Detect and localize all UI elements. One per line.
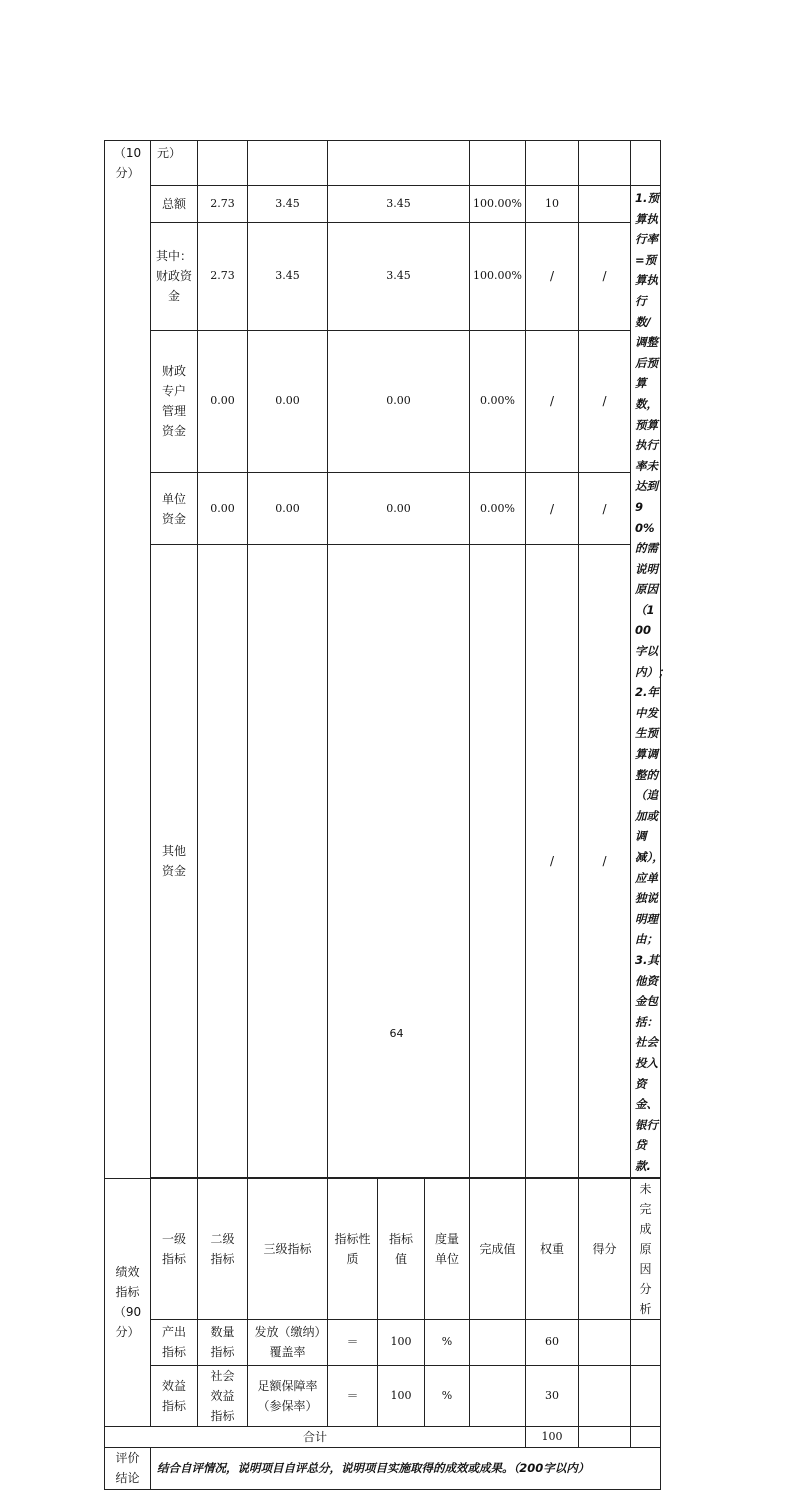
col-header-score: 得分 (579, 1178, 631, 1319)
execution-rate-cell: 0.00% (470, 473, 526, 544)
col-header-reason: 未完成原因分析 (631, 1178, 661, 1319)
indicator-level3: 足额保障率（参保率） (248, 1365, 328, 1426)
score-cell: / (579, 223, 631, 330)
indicator-nature: ＝ (328, 1365, 378, 1426)
weight-cell: / (526, 473, 579, 544)
weight-cell: / (526, 330, 579, 473)
unit-continuation-cell: 元） (151, 141, 198, 186)
budget-value-cell: 0.00 (328, 473, 470, 544)
budget-value-cell: 3.45 (248, 223, 328, 330)
col-header-level1: 一级指标 (151, 1178, 198, 1319)
budget-value-cell: 2.73 (198, 223, 248, 330)
indicator-reason (631, 1319, 661, 1365)
score-cell: / (579, 473, 631, 544)
budget-score-header: （10分） (105, 141, 151, 1179)
performance-evaluation-table (104, 140, 670, 1490)
indicator-value: 100 (378, 1365, 425, 1426)
indicator-level2: 社会效益指标 (198, 1365, 248, 1426)
indicator-score (579, 1365, 631, 1426)
budget-row-label: 其他资金 (151, 544, 198, 1177)
indicator-level2: 数量指标 (198, 1319, 248, 1365)
score-cell: / (579, 330, 631, 473)
budget-value-cell: 0.00 (248, 330, 328, 473)
budget-value-cell: 3.45 (328, 223, 470, 330)
budget-row-label: 总额 (151, 186, 198, 223)
budget-value-cell: 0.00 (198, 473, 248, 544)
col-header-weight: 权重 (526, 1178, 579, 1319)
execution-rate-cell: 0.00% (470, 330, 526, 473)
indicator-unit: % (425, 1365, 470, 1426)
indicator-nature: ＝ (328, 1319, 378, 1365)
indicator-done (470, 1365, 526, 1426)
col-header-nature: 指标性质 (328, 1178, 378, 1319)
budget-value-cell: 2.73 (198, 186, 248, 223)
col-header-unit: 度量单位 (425, 1178, 470, 1319)
indicator-weight: 30 (526, 1365, 579, 1426)
budget-row-label: 单位资金 (151, 473, 198, 544)
conclusion-label: 评价结论 (105, 1447, 151, 1489)
weight-cell: 10 (526, 186, 579, 223)
total-label: 合计 (105, 1426, 526, 1447)
execution-rate-cell: 100.00% (470, 186, 526, 223)
budget-value-cell: 3.45 (248, 186, 328, 223)
score-cell: / (579, 544, 631, 1177)
indicator-done (470, 1319, 526, 1365)
indicator-reason (631, 1365, 661, 1426)
indicator-score (579, 1319, 631, 1365)
budget-value-cell: 0.00 (248, 473, 328, 544)
indicator-unit: % (425, 1319, 470, 1365)
col-header-level3: 三级指标 (248, 1178, 328, 1319)
budget-note: 1.预算执行率=预算执行数/调整后预算数，预算执行率未达到90%的需说明原因（100字以内）；2.年中发生预算调整的（追加或调减），应单独说明理由；3.其他资金包括：社会投入资金、银行贷款. (631, 186, 661, 1178)
indicator-weight: 60 (526, 1319, 579, 1365)
budget-value-cell: 3.45 (328, 186, 470, 223)
col-header-level2: 二级指标 (198, 1178, 248, 1319)
col-header-done: 完成值 (470, 1178, 526, 1319)
col-header-value: 指标值 (378, 1178, 425, 1319)
weight-cell: / (526, 544, 579, 1177)
performance-section-label: 绩效指标（90分） (105, 1178, 151, 1426)
budget-row-label: 其中：财政资金 (151, 223, 198, 330)
conclusion-text: 结合自评情况，说明项目自评总分，说明项目实施取得的成效或成果。（200字以内） (151, 1447, 661, 1489)
score-cell (579, 186, 631, 223)
execution-rate-cell: 100.00% (470, 223, 526, 330)
indicator-level1: 效益指标 (151, 1365, 198, 1426)
budget-value-cell: 0.00 (328, 330, 470, 473)
indicator-value: 100 (378, 1319, 425, 1365)
total-weight: 100 (526, 1426, 579, 1447)
weight-cell: / (526, 223, 579, 330)
page-number: 64 (389, 1027, 404, 1040)
indicator-level3: 发放（缴纳）覆盖率 (248, 1319, 328, 1365)
budget-value-cell: 0.00 (198, 330, 248, 473)
indicator-level1: 产出指标 (151, 1319, 198, 1365)
budget-row-label: 财政专户管理资金 (151, 330, 198, 473)
total-score (579, 1426, 631, 1447)
